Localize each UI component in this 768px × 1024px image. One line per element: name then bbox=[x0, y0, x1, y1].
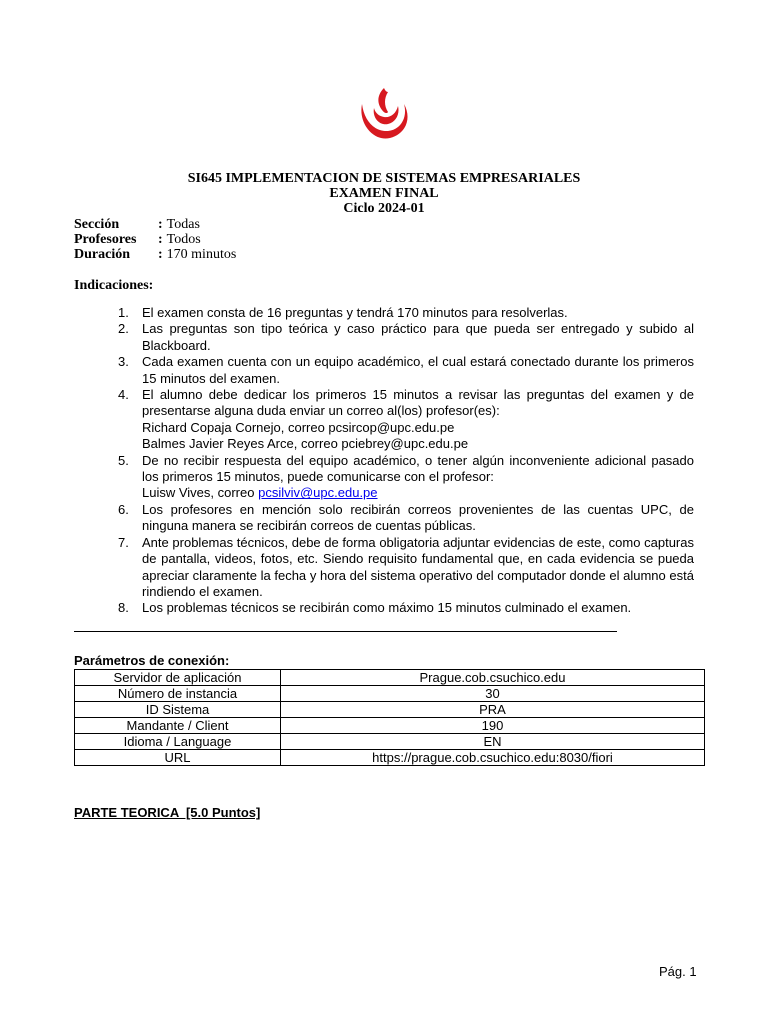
meta-value: Todas bbox=[166, 217, 200, 232]
param-label: ID Sistema bbox=[75, 702, 281, 718]
table-row bbox=[75, 670, 705, 686]
param-value: https://prague.cob.csuchico.edu:8030/fiori bbox=[281, 750, 705, 766]
cycle-title: Ciclo 2024-01 bbox=[343, 201, 425, 216]
professor-contact bbox=[142, 485, 694, 501]
table-row bbox=[75, 702, 705, 718]
meta-label: Duración bbox=[74, 247, 130, 262]
list-item bbox=[0, 321, 694, 354]
meta-value: Todos bbox=[166, 232, 201, 247]
indications-heading: Indicaciones: bbox=[74, 278, 154, 293]
professor-contact: Balmes Javier Reyes Arce, correo pciebrey@upc.edu.pe bbox=[142, 436, 469, 452]
list-text: De no recibir respuesta del equipo académico, o tener algún inconveniente adicional pasado los primeros 15 minutos, puede comunicarse con el profesor: bbox=[142, 452, 694, 485]
list-number: 5. bbox=[118, 452, 129, 468]
meta-colon: : bbox=[158, 247, 163, 262]
section-heading: PARTE TEORICA [5.0 Puntos] bbox=[74, 805, 261, 820]
param-value: 190 bbox=[281, 718, 705, 734]
list-item bbox=[0, 354, 694, 387]
meta-colon: : bbox=[158, 217, 163, 232]
meta-value: 170 minutos bbox=[166, 247, 237, 262]
list-text: Las preguntas son tipo teórica y caso práctico para que pueda ser entregado y subido al Blackboard. bbox=[142, 321, 694, 353]
list-text: Los profesores en mención solo recibirán correos provenientes de las cuentas UPC, de ninguna manera se recibirán correos de cuentas públicas. bbox=[142, 501, 694, 534]
list-number: 3. bbox=[118, 354, 129, 370]
separator-line bbox=[74, 631, 617, 632]
contact-text: Luisw Vives, correo bbox=[142, 485, 259, 501]
param-label: Número de instancia bbox=[75, 686, 281, 702]
param-label: URL bbox=[75, 750, 281, 766]
list-number: 1. bbox=[118, 305, 129, 320]
table-row bbox=[75, 718, 705, 734]
course-title: SI645 IMPLEMENTACION DE SISTEMAS EMPRESARIALES bbox=[187, 171, 581, 186]
list-number: 7. bbox=[118, 534, 129, 550]
table-row bbox=[75, 686, 705, 702]
professor-contact: Richard Copaja Cornejo, correo pcsircop@upc.edu.pe bbox=[142, 419, 455, 435]
list-item bbox=[0, 535, 694, 601]
params-heading: Parámetros de conexión: bbox=[74, 653, 230, 668]
list-number: 2. bbox=[118, 321, 129, 337]
list-text: Ante problemas técnicos, debe de forma obligatoria adjuntar evidencias de este, como capturas de pantalla, videos, fotos, etc. Siendo requisito fundamental que, en cada evidencia se pueda apreciar claramente la fecha y hora del sistema operativo del computador donde el alumno está rindiendo el examen. bbox=[142, 534, 694, 599]
exam-title: EXAMEN FINAL bbox=[329, 186, 439, 201]
connection-params-table bbox=[74, 669, 705, 766]
list-text: El alumno debe dedicar los primeros 15 minutos a revisar las preguntas del examen y de presentarse alguna duda enviar un correo al(los) profesor(es): bbox=[142, 387, 694, 419]
list-item bbox=[0, 502, 694, 535]
param-label: Servidor de aplicación bbox=[75, 670, 281, 686]
email-link[interactable]: pcsilviv@upc.edu.pe bbox=[258, 485, 378, 501]
list-text: Cada examen cuenta con un equipo académico, el cual estará conectado durante los primeros 15 minutos del examen. bbox=[142, 354, 694, 386]
param-value: 30 bbox=[281, 686, 705, 702]
list-number: 8. bbox=[118, 600, 129, 616]
list-number: 4. bbox=[118, 387, 129, 403]
list-text: Los problemas técnicos se recibirán como máximo 15 minutos culminado el examen. bbox=[142, 600, 632, 616]
list-text: El examen consta de 16 preguntas y tendrá 170 minutos para resolverlas. bbox=[142, 305, 568, 320]
table-row bbox=[75, 734, 705, 750]
meta-row-section bbox=[74, 217, 200, 232]
meta-row-duration bbox=[74, 247, 236, 262]
table-row bbox=[75, 750, 705, 766]
param-value: EN bbox=[281, 734, 705, 750]
param-label: Mandante / Client bbox=[75, 718, 281, 734]
list-item bbox=[0, 305, 694, 321]
list-number: 6. bbox=[118, 501, 129, 517]
meta-colon: : bbox=[158, 232, 163, 247]
param-value: Prague.cob.csuchico.edu bbox=[281, 670, 705, 686]
meta-row-professors bbox=[74, 232, 201, 247]
list-item bbox=[0, 387, 694, 453]
meta-label: Profesores bbox=[74, 232, 137, 247]
param-label: Idioma / Language bbox=[75, 734, 281, 750]
indications-list bbox=[0, 305, 768, 617]
param-value: PRA bbox=[281, 702, 705, 718]
upc-logo-icon bbox=[354, 84, 414, 144]
page-number: Pág. 1 bbox=[659, 964, 697, 979]
list-item bbox=[0, 453, 694, 502]
meta-label: Sección bbox=[74, 217, 120, 232]
list-item bbox=[0, 600, 694, 616]
